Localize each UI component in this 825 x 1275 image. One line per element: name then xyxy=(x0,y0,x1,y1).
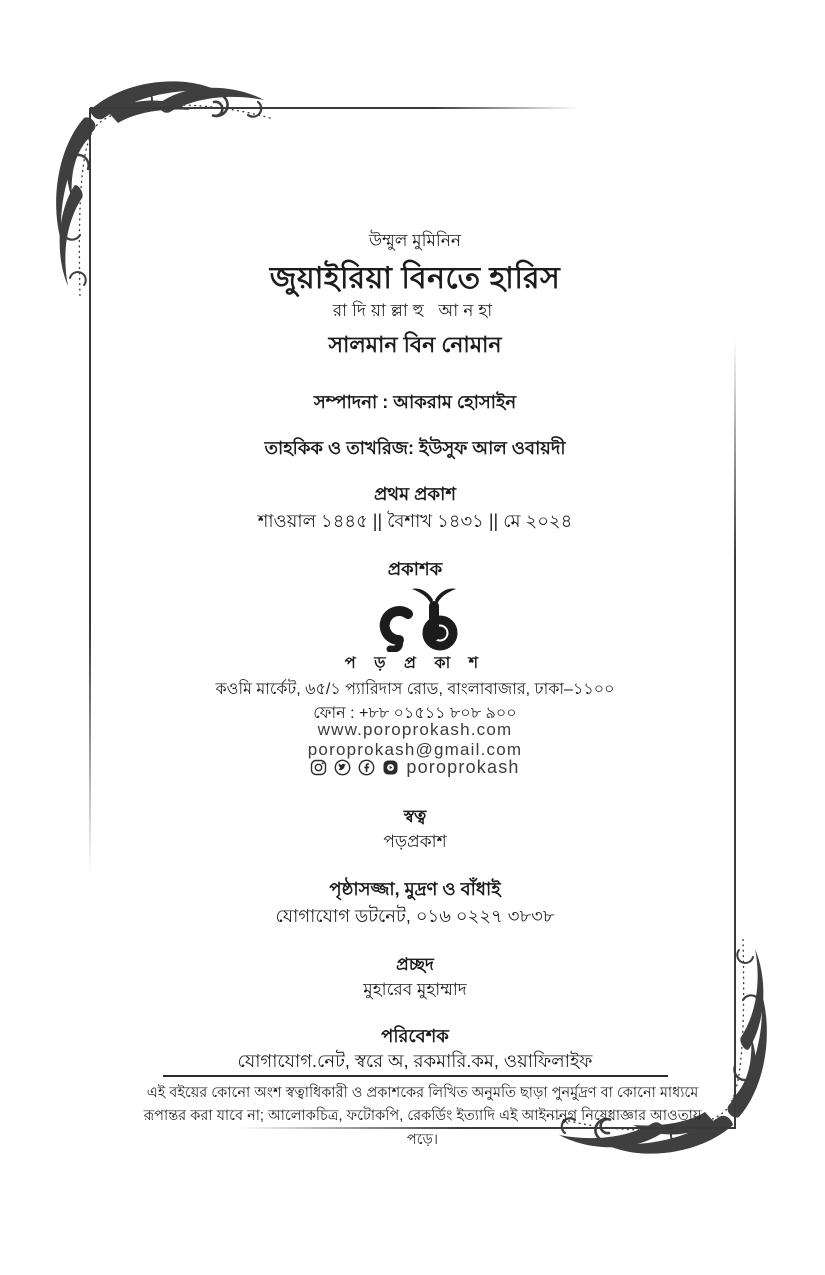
publisher-phone: ফোন : +৮৮ ০১৫১১ ৮০৮ ৯০০ xyxy=(313,705,517,722)
cover-label: প্রচ্ছদ xyxy=(396,955,434,974)
publication-dates: শাওয়াল ১৪৪৫ || বৈশাখ ১৪৩১ || মে ২০২৪ xyxy=(257,511,573,531)
disclaimer-rule xyxy=(163,1075,668,1077)
frame-rule-top xyxy=(90,107,580,109)
instagram-icon[interactable] xyxy=(310,759,327,776)
poroprokash-logo-icon xyxy=(370,586,470,652)
research-line: তাহকিক ও তাখরিজ: ইউসুফ আল ওবায়দী xyxy=(264,438,566,458)
email-link[interactable]: poroprokash@gmail.com xyxy=(307,740,523,759)
social-links-row xyxy=(90,757,740,778)
disclaimer-text: এই বইয়ের কোনো অংশ স্বত্বাধিকারী ও প্রকাশকের লিখিত অনুমতি ছাড়া পুনর্মুদ্রণ বা কোনো মাধ্যমে রূপান্তর করা যাবে না; আলোকচিত্র, ফটোকপি, রেকর্ডিং ইত্যাদি এই আইনানুগ নিষেধাজ্ঞার আওতায় পড়ে। xyxy=(143,1085,702,1148)
twitter-icon[interactable] xyxy=(334,759,351,776)
social-handle: poroprokash xyxy=(406,757,520,777)
website-link[interactable]: www.poroprokash.com xyxy=(317,720,513,739)
copyright-label: স্বত্ব xyxy=(403,807,427,826)
series-title: উম্মুল মুমিনিন xyxy=(368,231,462,250)
editor-line: সম্পাদনা : আকরাম হোসাইন xyxy=(313,392,517,412)
printing-contact: যোগাযোগ ডটনেট, ০১৬ ০২২৭ ৩৮৩৮ xyxy=(275,906,555,926)
publisher-name: প ড় প্র কা শ xyxy=(344,655,486,672)
distributor-label: পরিবেশক xyxy=(381,1026,449,1046)
first-publication-label: প্রথম প্রকাশ xyxy=(374,484,456,504)
distributors: যোগাযোগ.নেট, স্বরে অ, রকমারি.কম, ওয়াফিলাইফ xyxy=(237,1051,593,1071)
copyright-holder: পড়প্রকাশ xyxy=(383,832,447,851)
author-name: সালমান বিন নোমান xyxy=(328,332,502,357)
youtube-icon[interactable] xyxy=(382,759,399,776)
honorific: রাদিয়াল্লাহু আনহা xyxy=(332,301,498,320)
book-title: জুয়াইরিয়া বিনতে হারিস xyxy=(269,262,561,295)
printing-label: পৃষ্ঠাসজ্জা, মুদ্রণ ও বাঁধাই xyxy=(329,879,501,899)
cover-artist: মুহারেব মুহাম্মাদ xyxy=(363,980,467,999)
facebook-icon[interactable] xyxy=(358,759,375,776)
publisher-address: কওমি মার্কেট, ৬৫/১ প্যারিদাস রোড, বাংলাবাজার, ঢাকা–১১০০ xyxy=(215,681,615,698)
publisher-label: প্রকাশক xyxy=(387,559,443,579)
